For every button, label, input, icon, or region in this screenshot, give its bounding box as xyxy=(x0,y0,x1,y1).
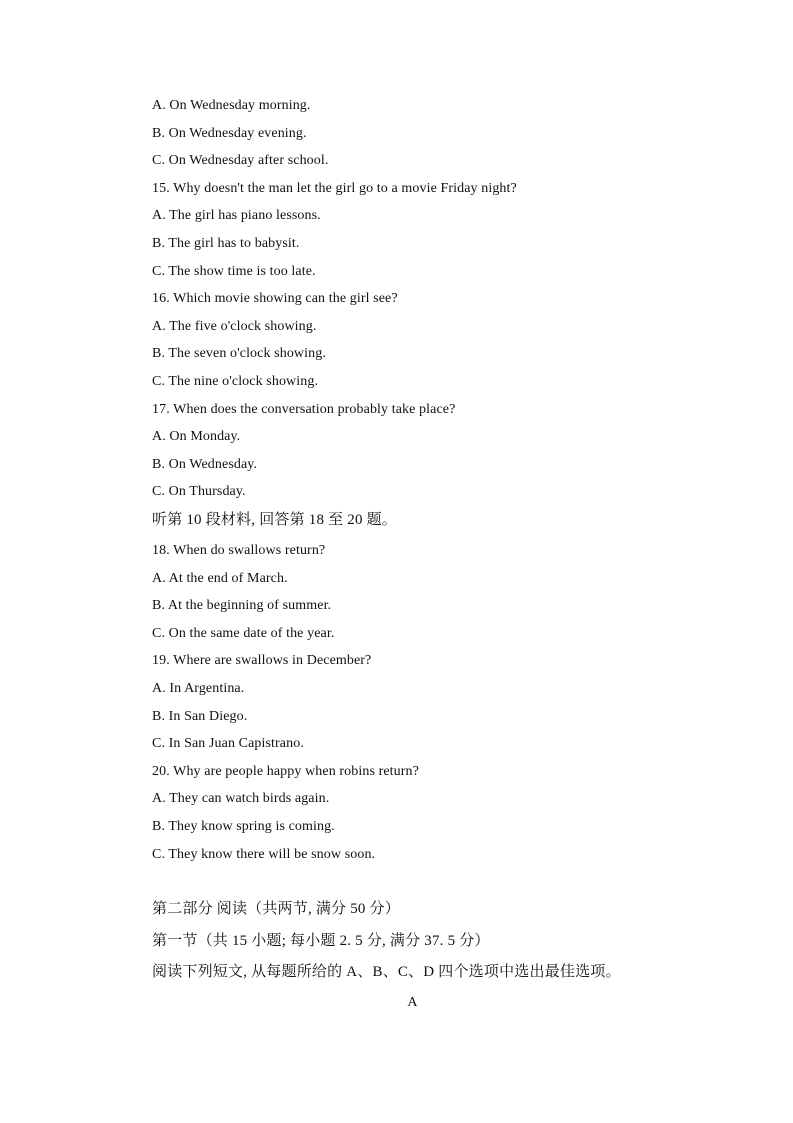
question-line: 15. Why doesn't the man let the girl go to a movie Friday night? xyxy=(152,181,517,196)
question-line: 18. When do swallows return? xyxy=(152,543,326,558)
option-line: A. On Wednesday morning. xyxy=(152,98,311,113)
option-line: B. In San Diego. xyxy=(152,709,248,724)
question-line: 20. Why are people happy when robins return? xyxy=(152,764,419,779)
option-line: C. On the same date of the year. xyxy=(152,626,335,641)
option-line: B. The seven o'clock showing. xyxy=(152,346,326,361)
option-line: C. The nine o'clock showing. xyxy=(152,374,319,389)
option-line: B. On Wednesday. xyxy=(152,457,258,472)
question-line: 17. When does the conversation probably take place? xyxy=(152,402,456,417)
reading-instruction: 阅读下列短文, 从每题所给的 A、B、C、D 四个选项中选出最佳选项。 xyxy=(152,964,621,980)
section-heading: 第一节（共 15 小题; 每小题 2. 5 分, 满分 37. 5 分） xyxy=(152,933,490,949)
option-line: A. The girl has piano lessons. xyxy=(152,208,321,223)
option-line: B. The girl has to babysit. xyxy=(152,236,300,251)
option-line: A. The five o'clock showing. xyxy=(152,319,317,334)
option-line: A. In Argentina. xyxy=(152,681,245,696)
option-line: B. On Wednesday evening. xyxy=(152,126,307,141)
section-instruction: 听第 10 段材料, 回答第 18 至 20 题。 xyxy=(152,512,398,528)
option-line: C. In San Juan Capistrano. xyxy=(152,736,304,751)
option-line: A. They can watch birds again. xyxy=(152,791,330,806)
question-line: 19. Where are swallows in December? xyxy=(152,653,372,668)
option-line: C. The show time is too late. xyxy=(152,264,316,279)
option-line: B. They know spring is coming. xyxy=(152,819,335,834)
option-line: A. At the end of March. xyxy=(152,571,288,586)
passage-label: A xyxy=(407,995,418,1010)
question-line: 16. Which movie showing can the girl see? xyxy=(152,291,398,306)
part-heading: 第二部分 阅读（共两节, 满分 50 分） xyxy=(152,901,400,917)
option-line: C. On Thursday. xyxy=(152,484,246,499)
option-line: A. On Monday. xyxy=(152,429,241,444)
option-line: C. On Wednesday after school. xyxy=(152,153,329,168)
option-line: B. At the beginning of summer. xyxy=(152,598,332,613)
option-line: C. They know there will be snow soon. xyxy=(152,847,376,862)
